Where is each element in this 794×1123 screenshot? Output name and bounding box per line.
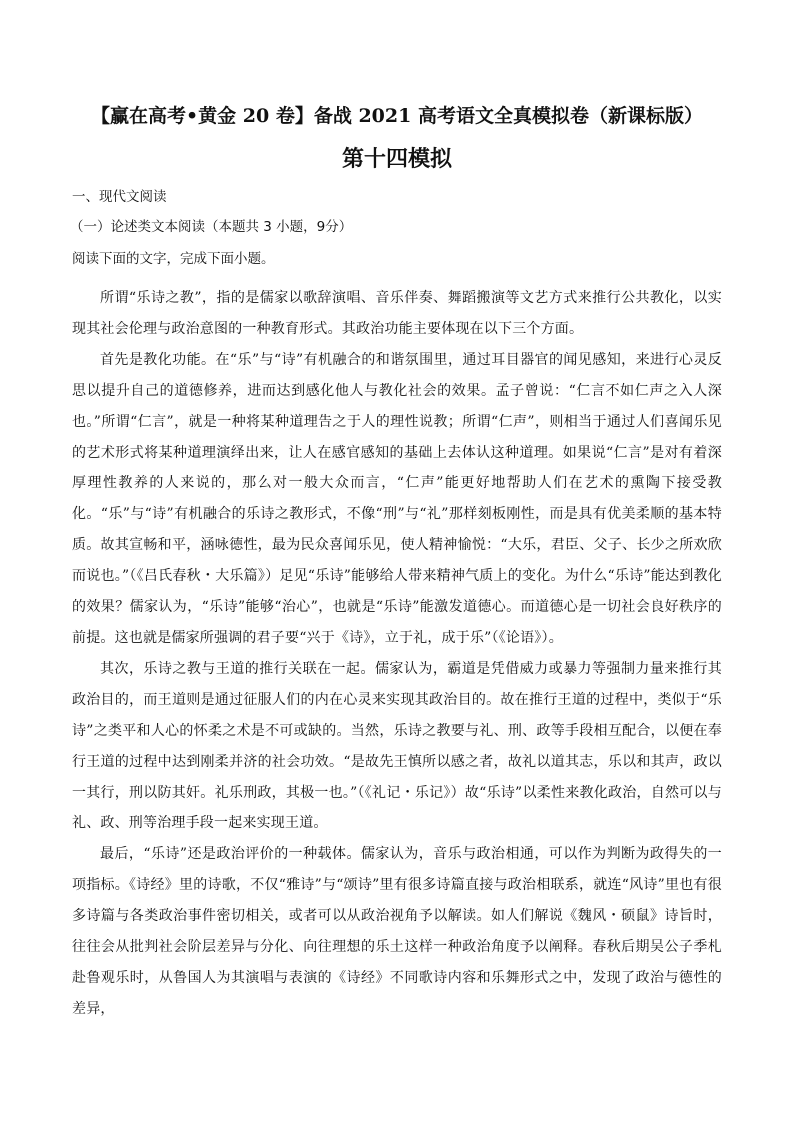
- passage-paragraph: 其次，乐诗之教与王道的推行关联在一起。儒家认为，霸道是凭借威力或暴力等强制力量来推行其政治目的，而王道则是通过征服人们的内在心灵来实现其政治目的。故在推行王道的过程中，类似于“乐诗”之类平和人心的怀柔之术是不可或缺的。当然，乐诗之教要与礼、刑、政等手段相互配合，以便在奉行王道的过程中达到刚柔并济的社会功效。“是故先王慎所以感之者，故礼以道其志，乐以和其声，政以一其行，刑以防其奸。礼乐刑政，其极一也。”（《礼记・乐记》）故“乐诗”以柔性来教化政治，自然可以与礼、政、刑等治理手段一起来实现王道。: [72, 660, 722, 832]
- reading-instruction: 阅读下面的文字，完成下面小题。: [72, 251, 275, 267]
- document-subtitle: 第十四模拟: [341, 146, 452, 172]
- passage-paragraph: 最后，“乐诗”还是政治评价的一种载体。儒家认为，音乐与政治相通，可以作为判断为政得失的一项指标。《诗经》里的诗歌，不仅“雅诗”与“颂诗”里有很多诗篇直接与政治相联系，就连“风诗”里也有很多诗篇与各类政治事件密切相关，或者可以从政治视角予以解读。如人们解说《魏风・硕鼠》诗旨时，往往会从批判社会阶层差异与分化、向往理想的乐土这样一种政治角度予以阐释。春秋后期吴公子季札赴鲁观乐时，从鲁国人为其演唱与表演的《诗经》不同歌诗内容和乐舞形式之中，发现了政治与德性的差异，: [72, 846, 722, 1017]
- passage-paragraph: 首先是教化功能。在“乐”与“诗”有机融合的和谐氛围里，通过耳目器官的闻见感知，来进行心灵反思以提升自己的道德修养，进而达到感化他人与教化社会的效果。孟子曾说：“仁言不如仁声之入人深也。”所谓“仁言”，就是一种将某种道理告之于人的理性说教；所谓“仁声”，则相当于通过人们喜闻乐见的艺术形式将某种道理演绎出来，让人在感官感知的基础上去体认这种道理。如果说“仁言”是对有着深厚理性教养的人来说的，那么对一般大众而言，“仁声”能更好地帮助人们在艺术的熏陶下接受教化。“乐”与“诗”有机融合的乐诗之教形式，不像“刑”与“礼”那样刻板刚性，而是具有优美柔顺的基本特质。故其宣畅和平，涵咏德性，最为民众喜闻乐见，使人精神愉悦：“大乐，君臣、父子、长少之所欢欣而说也。”（《吕氏春秋・大乐篇》）足见“乐诗”能够给人带来精神气质上的变化。为什么“乐诗”能达到教化的效果？儒家认为，“乐诗”能够“治心”，也就是“乐诗”能激发道德心。而道德心是一切社会良好秩序的前提。这也就是儒家所强调的君子要“兴于《诗》，立于礼，成于乐”（《论语》）。: [72, 351, 722, 646]
- section-heading: 一、现代文阅读: [72, 189, 167, 205]
- document-title: 【赢在高考•黄金 20 卷】备战 2021 高考语文全真模拟卷（新课标版）: [91, 105, 703, 127]
- passage-paragraph: 所谓“乐诗之教”，指的是儒家以歌辞演唱、音乐伴奏、舞蹈搬演等文艺方式来推行公共教化，以实现其社会伦理与政治意图的一种教育形式。其政治功能主要体现在以下三个方面。: [72, 290, 722, 337]
- reading-passage: [72, 283, 722, 1025]
- subsection-heading: （一）论述类文本阅读（本题共 3 小题，9分）: [70, 219, 353, 235]
